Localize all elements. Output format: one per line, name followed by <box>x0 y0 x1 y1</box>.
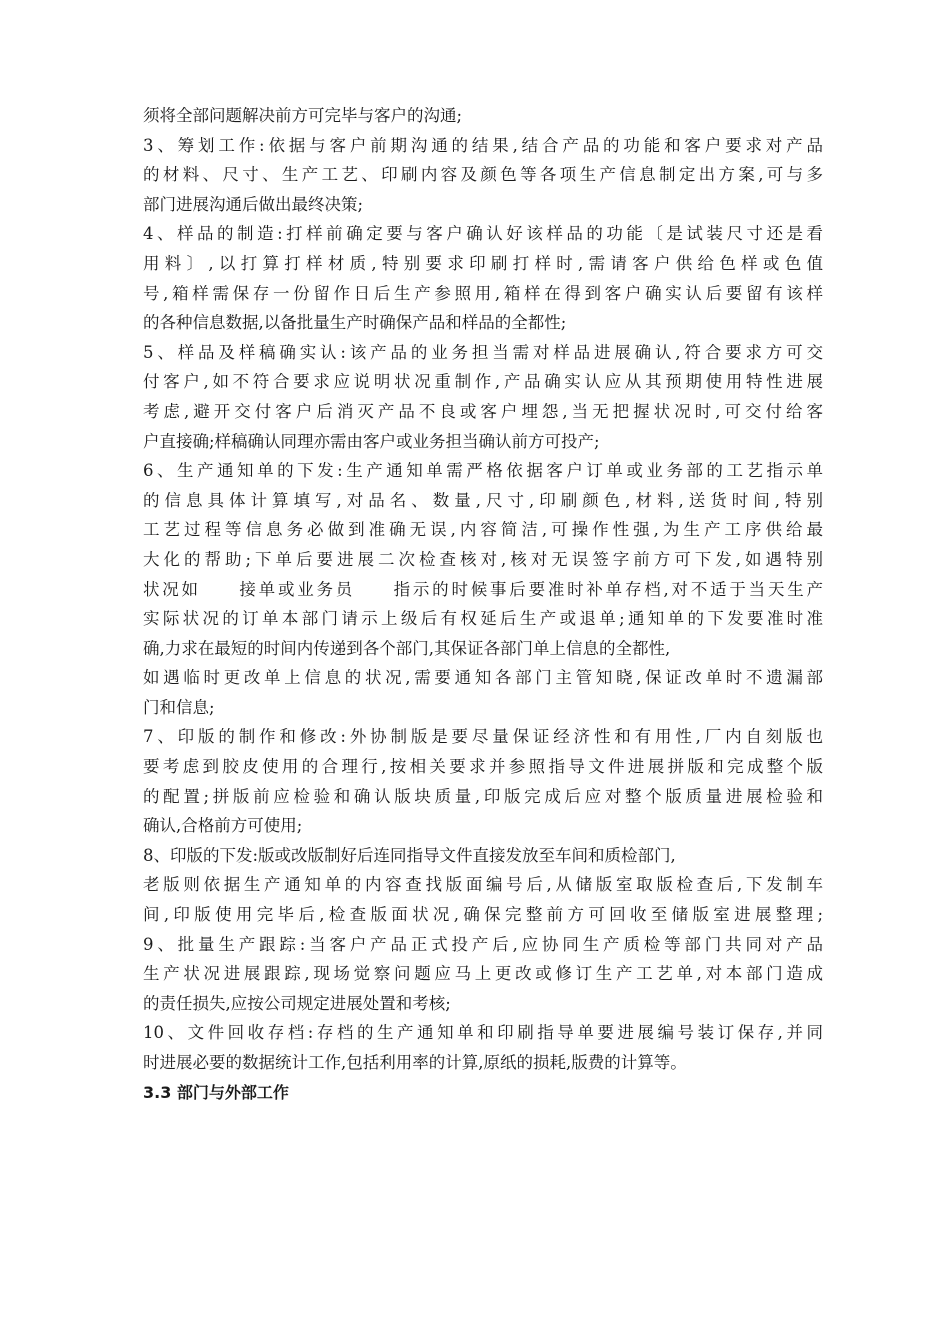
text-line: 6、生产通知单的下发:生产通知单需严格依据客户订单或业务部的工艺指示单 <box>143 461 823 481</box>
text-line: 部门进展沟通后做出最终决策; <box>143 194 364 214</box>
text-line: 工艺过程等信息务必做到准确无误,内容简洁,可操作性强,为生产工序供给最 <box>143 520 823 540</box>
text-line: 9、批量生产跟踪:当客户产品正式投产后,应协同生产质检等部门共同对产品 <box>143 934 823 954</box>
text-line: 确,力求在最短的时间内传递到各个部门,其保证各部门单上信息的全都性, <box>143 638 671 658</box>
text-line: 实际状况的订单本部门请示上级后有权延后生产或退单;通知单的下发要准时准 <box>143 609 823 629</box>
text-line: 大化的帮助;下单后要进展二次检查核对,核对无误签字前方可下发,如遇特别 <box>143 549 823 569</box>
text-line: 的责任损失,应按公司规定进展处置和考核; <box>143 993 451 1013</box>
text-line: 号,箱样需保存一份留作日后生产参照用,箱样在得到客户确实认后要留有该样 <box>143 283 823 303</box>
text-line: 考虑,避开交付客户后消灭产品不良或客户埋怨,当无把握状况时,可交付给客 <box>143 401 823 421</box>
text-line: 用料〕,以打算打样材质,特别要求印刷打样时,需请客户供给色样或色值 <box>143 253 823 273</box>
text-line: 的材料、尺寸、生产工艺、印刷内容及颜色等各项生产信息制定出方案,可与多 <box>143 165 823 185</box>
text-line: 5、样品及样稿确实认:该产品的业务担当需对样品进展确认,符合要求方可交 <box>143 342 823 362</box>
text-line: 要考虑到胶皮使用的合理行,按相关要求并参照指导文件进展拼版和完成整个版 <box>143 757 823 777</box>
text-line: 的配置;拼版前应检验和确认版块质量,印版完成后应对整个版质量进展检验和 <box>143 786 823 806</box>
document-body <box>143 101 823 1107</box>
text-line: 户直接确;样稿确认同理亦需由客户或业务担当确认前方可投产; <box>143 431 600 451</box>
text-line: 7、印版的制作和修改:外协制版是要尽量保证经济性和有用性,厂内自刻版也 <box>143 727 823 747</box>
text-line: 确认,合格前方可使用; <box>143 816 303 836</box>
text-line: 生产状况进展跟踪,现场觉察问题应马上更改或修订生产工艺单,对本部门造成 <box>143 964 823 984</box>
text-line: 8、印版的下发:版或改版制好后连同指导文件直接发放至车间和质检部门, <box>143 845 676 865</box>
text-line: 4、样品的制造:打样前确定要与客户确认好该样品的功能〔是试装尺寸还是看 <box>143 224 823 244</box>
text-line: 状况如 接单或业务员 指示的时候事后要准时补单存档,对不适于当天生产 <box>143 579 823 599</box>
text-line: 10、文件回收存档:存档的生产通知单和印刷指导单要进展编号装订保存,并同 <box>143 1023 823 1043</box>
section-heading: 3.3 部门与外部工作 <box>143 1082 289 1102</box>
text-line: 须将全部问题解决前方可完毕与客户的沟通; <box>143 106 463 125</box>
text-line: 的信息具体计算填写,对品名、数量,尺寸,印刷颜色,材料,送货时间,特别 <box>143 490 823 510</box>
text-line: 的各种信息数据,以备批量生产时确保产品和样品的全都性; <box>143 313 567 333</box>
text-line: 老版则依据生产通知单的内容查找版面编号后,从储版室取版检查后,下发制车 <box>143 875 823 895</box>
text-line: 如遇临时更改单上信息的状况,需要通知各部门主管知晓,保证改单时不遗漏部 <box>143 668 823 688</box>
text-line: 3、筹划工作:依据与客户前期沟通的结果,结合产品的功能和客户要求对产品 <box>143 135 823 155</box>
text-line: 时进展必要的数据统计工作,包括利用率的计算,原纸的损耗,版费的计算等。 <box>143 1053 687 1072</box>
text-line: 间,印版使用完毕后,检查版面状况,确保完整前方可回收至储版室进展整理; <box>143 905 823 925</box>
text-line: 门和信息; <box>143 697 215 717</box>
text-line: 付客户,如不符合要求应说明状况重制作,产品确实认应从其预期使用特性进展 <box>143 372 823 392</box>
